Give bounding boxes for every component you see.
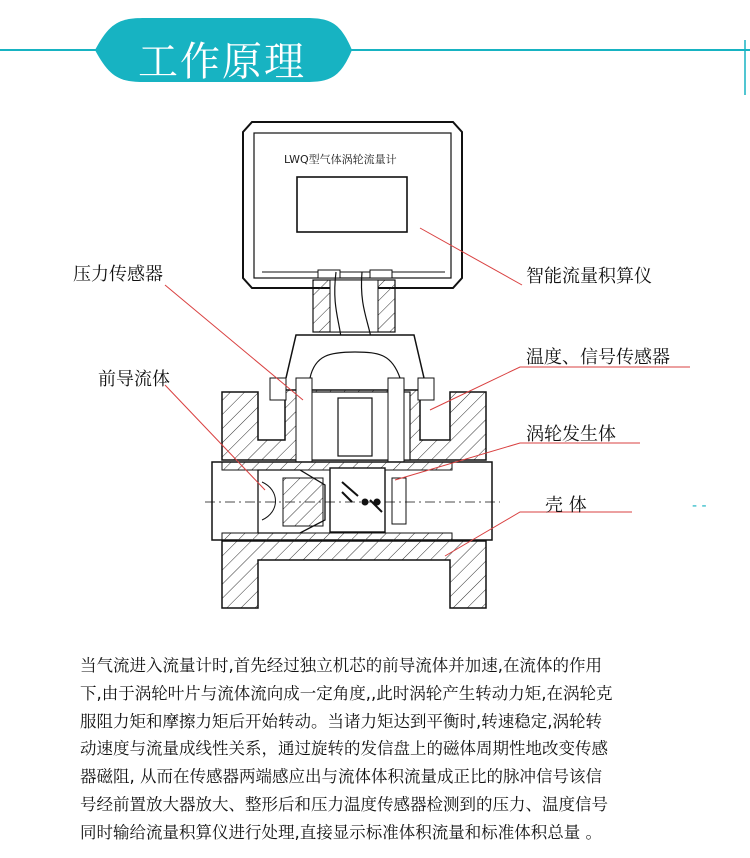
label-turbine: 涡轮发生体 xyxy=(526,424,616,445)
description-line: 动速度与流量成线性关系，通过旋转的发信盘上的磁体周期性地改变传感 xyxy=(80,739,608,759)
description-line: 器磁阻, 从而在传感器两端感应出与流体体积流量成正比的脉冲信号该信 xyxy=(80,767,602,787)
leader-pressure xyxy=(165,285,303,400)
description xyxy=(80,652,680,847)
label-integrator: 智能流量积算仪 xyxy=(526,266,652,287)
label-temp-signal-sensor: 温度、信号传感器 xyxy=(526,347,670,368)
description-line: 号经前置放大器放大、整形后和压力温度传感器检测到的压力、温度信号 xyxy=(80,794,608,814)
label-front-guide: 前导流体 xyxy=(98,369,170,390)
header-shape xyxy=(0,0,750,100)
description-line: 服阻力矩和摩擦力矩后开始转动。当诸力矩达到平衡时,转速稳定,涡轮转 xyxy=(80,711,602,731)
pipe-body xyxy=(205,378,707,608)
description-line: 下,由于涡轮叶片与流体流向成一定角度,,此时涡轮产生转动力矩,在涡轮克 xyxy=(80,683,613,703)
page-title: 工作原理 xyxy=(138,39,306,85)
device-title: LWQ型气体涡轮流量计 xyxy=(284,153,397,166)
integrator-housing xyxy=(243,122,462,288)
label-pressure-sensor: 压力传感器 xyxy=(73,264,163,285)
description-line: 同时输给流量积算仪进行处理,直接显示标准体积流量和标准体积总量 。 xyxy=(80,822,602,842)
description-line: 当气流进入流量计时,首先经过独立机芯的前导流体并加速,在流体的作用 xyxy=(80,656,602,675)
label-shell: 壳 体 xyxy=(545,495,587,516)
header-banner xyxy=(0,0,750,100)
lcd-screen xyxy=(297,177,407,232)
svg-text:- -: - - xyxy=(692,498,707,514)
